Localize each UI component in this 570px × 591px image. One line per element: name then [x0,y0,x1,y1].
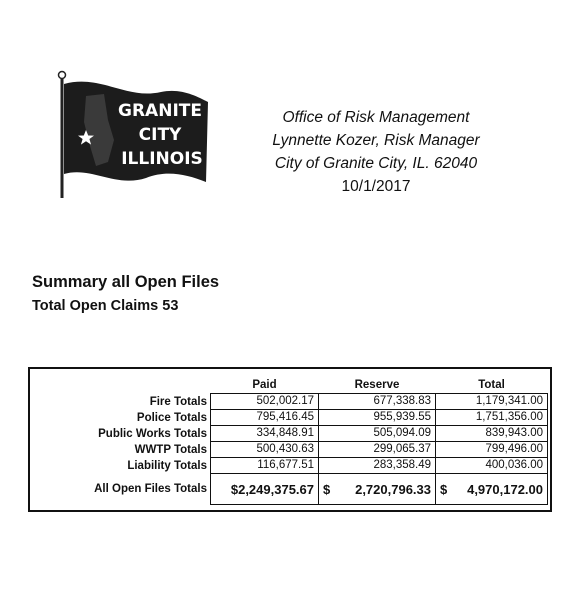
grand-total-reserve-value: 2,720,796.33 [355,481,431,497]
risk-manager-name: Lynnette Kozer, Risk Manager [272,132,480,149]
grand-total-reserve [319,474,436,505]
table-header-row [30,369,548,394]
header-spacer [30,369,211,394]
paid-cell: 795,416.45 [211,410,319,426]
summary-title: Summary all Open Files [32,273,220,291]
reserve-cell: 283,358.49 [319,458,436,474]
table-row [30,458,548,474]
grand-total-row [30,474,548,505]
city-address: City of Granite City, IL. 62040 [274,155,478,172]
total-open-claims: Total Open Claims 53 [32,298,179,314]
paid-cell: 334,848.91 [211,426,319,442]
office-name: Office of Risk Management [282,109,470,126]
logo-text-line3: ILLINOIS [121,149,203,169]
flag-icon [56,70,216,198]
row-label: Police Totals [136,411,207,424]
total-cell: 1,179,341.00 [436,394,548,410]
row-label: WWTP Totals [134,443,207,456]
total-cell: 400,036.00 [436,458,548,474]
table-row [30,442,548,458]
grand-total-label: All Open Files Totals [94,483,207,495]
granite-city-flag-logo [56,70,216,198]
paid-cell: 502,002.17 [211,394,319,410]
grand-total-paid: $2,249,375.67 [211,474,319,505]
summary-table [30,369,548,505]
total-cell: 799,496.00 [436,442,548,458]
row-label: Fire Totals [149,395,207,408]
document-date: 10/1/2017 [341,178,411,195]
reserve-cell: 677,338.83 [319,394,436,410]
grand-total-total [436,474,548,505]
total-cell: 1,751,356.00 [436,410,548,426]
total-cell: 839,943.00 [436,426,548,442]
reserve-cell: 299,065.37 [319,442,436,458]
header-total: Total [478,379,505,391]
reserve-cell: 505,094.09 [319,426,436,442]
logo-text-line2: CITY [138,125,182,145]
table-row [30,394,548,410]
row-label: Public Works Totals [98,427,207,440]
paid-cell: 116,677.51 [211,458,319,474]
header-paid: Paid [252,379,277,391]
letterhead [256,106,496,198]
table-row [30,426,548,442]
header-reserve: Reserve [354,379,400,391]
currency-symbol: $ [323,481,331,497]
row-label: Liability Totals [127,459,207,472]
logo-text-line1: GRANITE [118,101,202,121]
table-row [30,410,548,426]
paid-cell: 500,430.63 [211,442,319,458]
open-files-summary-table [28,367,552,512]
currency-symbol: $ [440,481,448,497]
reserve-cell: 955,939.55 [319,410,436,426]
grand-total-total-value: 4,970,172.00 [467,481,543,497]
